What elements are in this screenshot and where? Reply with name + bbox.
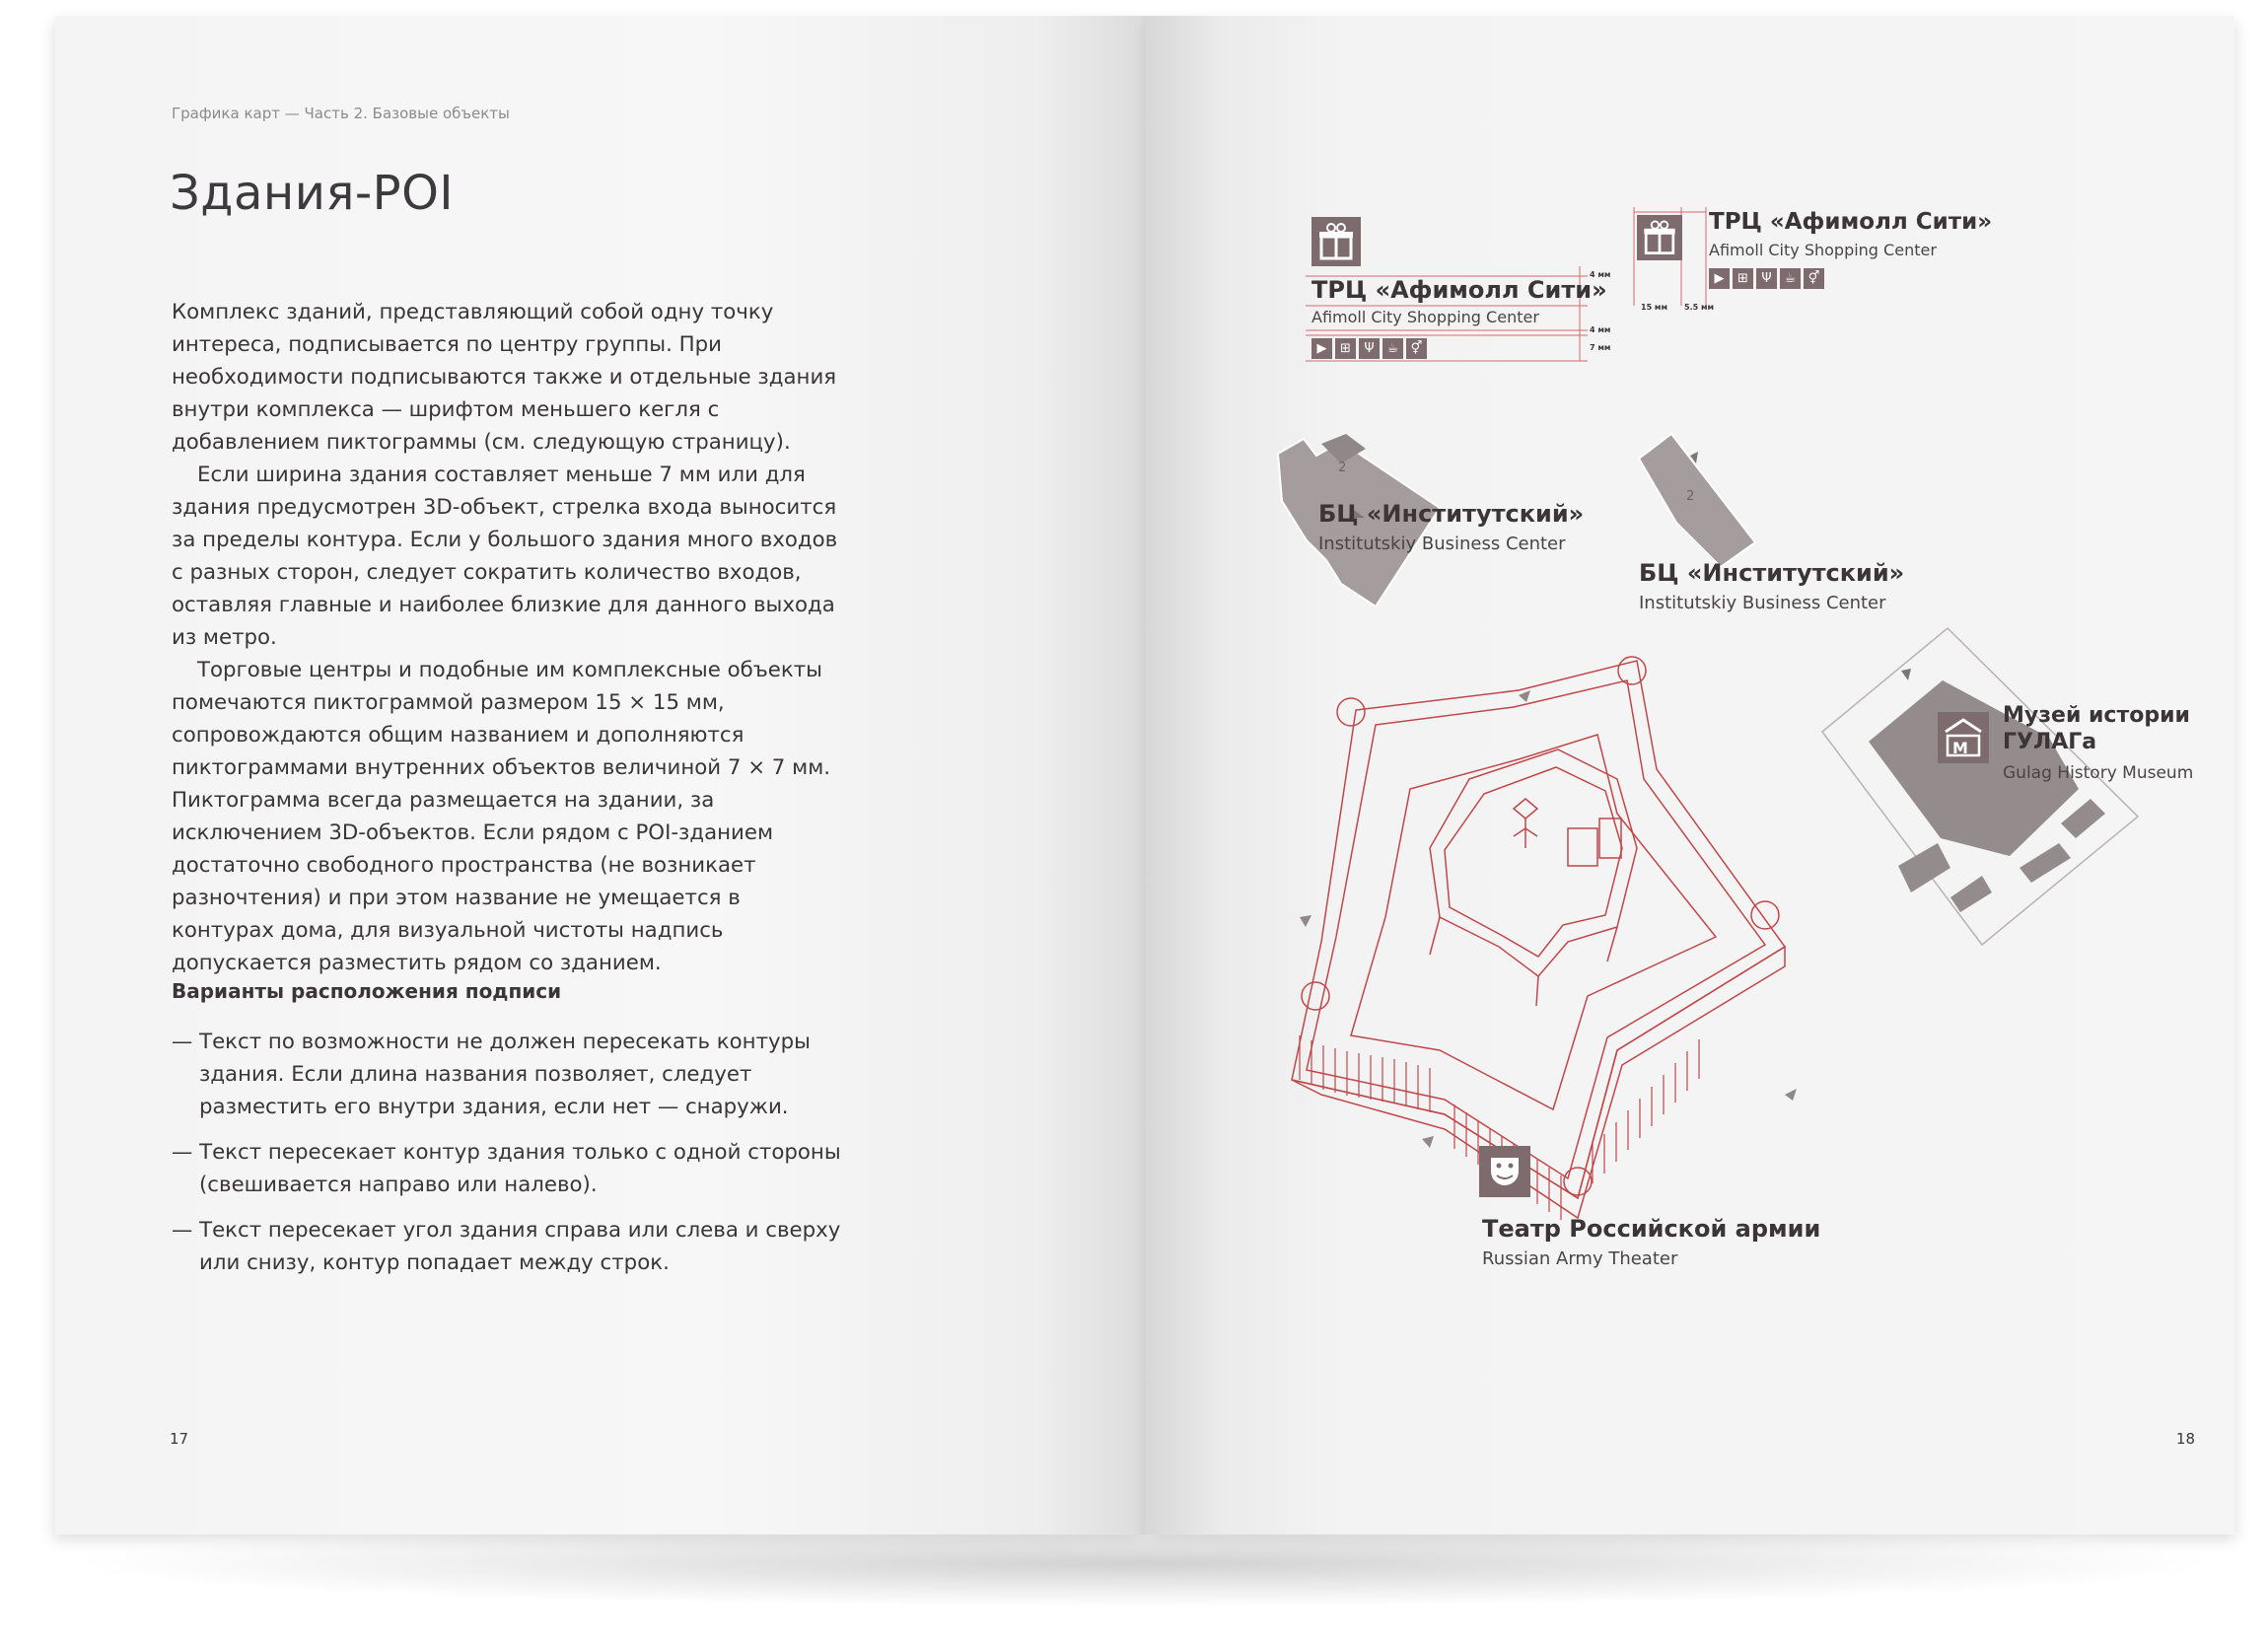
running-head: Графика карт — Часть 2. Базовые объекты — [172, 105, 510, 122]
paragraph-1: Комплекс зданий, представляющий собой одну точку интереса, подписывается по центру группы. При необходимости подписываются также и отдельные здания внутри комплекса — шрифтом меньшего кегля с добавлением пиктограммы (см. следующую страницу). — [172, 300, 837, 455]
theater-icon — [1479, 1146, 1530, 1197]
dim-mid: 4 мм — [1590, 325, 1611, 334]
restaurant-icon: Ψ — [1359, 338, 1380, 359]
variant-item: — Текст пересекает угол здания справа или слева и сверху или снизу, контур попадает между строк. — [172, 1218, 841, 1275]
page-number-right: 18 — [2175, 1430, 2195, 1448]
museum-name-ru-1: Музей истории — [2003, 703, 2190, 728]
page-title: Здания-POI — [170, 166, 455, 221]
cafe-icon: ☕ — [1780, 268, 1801, 289]
dim-top: 4 мм — [1590, 270, 1611, 279]
restaurant-icon: Ψ — [1756, 268, 1777, 289]
svg-text:M: M — [1952, 739, 1968, 757]
bc-right-name-ru: БЦ «Институтский» — [1639, 559, 1905, 587]
variant-item: — Текст пересекает контур здания только с одной стороны (свешивается направо или налево). — [172, 1140, 841, 1197]
bc-left-name-en: Institutskiy Business Center — [1318, 534, 1566, 554]
cart-icon: ⊞ — [1335, 338, 1356, 359]
entrance-arrow-icon — [1901, 669, 1911, 680]
mall-right-name-en: Afimoll City Shopping Center — [1709, 241, 1937, 259]
mall-right-name-ru: ТРЦ «Афимолл Сити» — [1709, 209, 1993, 235]
mall-left-name-en: Afimoll City Shopping Center — [1311, 308, 1539, 326]
entrance-arrow-icon — [1785, 1089, 1797, 1101]
entrance-arrow-icon — [1519, 690, 1530, 702]
mall-right-gift-icon — [1637, 215, 1682, 260]
museum-name-en: Gulag History Museum — [2003, 763, 2194, 783]
cinema-icon: ▶ — [1709, 268, 1730, 289]
dim-b: 5.5 мм — [1684, 303, 1715, 312]
cafe-icon: ☕ — [1382, 338, 1403, 359]
entrance-arrow-icon — [1300, 915, 1311, 927]
bc-left-name-ru: БЦ «Институтский» — [1318, 500, 1585, 528]
theater-name-ru: Театр Российской армии — [1482, 1215, 1821, 1243]
paragraph-2: Если ширина здания составляет меньше 7 мм или для здания предусмотрен 3D-объект, стрелка входа выносится за пределы контура. Если у большого здания много входов с разных сторон, следует сократить количество входов, оставляя главные и наиболее близкие для данного выхода из метро. — [172, 463, 838, 650]
mall-left-gift-icon — [1311, 217, 1361, 266]
mall-right-service-icons — [1709, 268, 1824, 289]
paragraph-3: Торговые центры и подобные им комплексные объекты помечаются пиктограммой размером 15 × 15 мм, сопровождаются общим названием и дополняются пиктограммами внутренних объектов величиной 7 × 7 мм. Пиктограмма всегда размещается на здании, за исключением 3D-объектов. Если рядом с POI-зданием достаточно свободного пространства (не возникает разночтения) и при этом название не умещается в контурах дома, для визуальной чистоты надпись допускается разместить рядом со зданием. — [172, 658, 831, 975]
dim-a: 15 мм — [1641, 303, 1667, 312]
mall-left-service-icons — [1311, 338, 1427, 359]
variant-item: — Текст по возможности не должен пересекать контуры здания. Если длина названия позволяет, следует разместить его внутри здания, если нет — снаружи. — [172, 1030, 811, 1119]
dim-bottom: 7 мм — [1590, 343, 1611, 352]
toilet-icon: ⚥ — [1804, 268, 1824, 289]
theater-building — [1292, 657, 1785, 1220]
page-number-left: 17 — [170, 1430, 189, 1448]
cart-icon: ⊞ — [1733, 268, 1753, 289]
subheading: Варианты расположения подписи — [172, 979, 562, 1003]
cinema-icon: ▶ — [1311, 338, 1332, 359]
bc-right-name-en: Institutskiy Business Center — [1639, 593, 1886, 613]
theater-name-en: Russian Army Theater — [1482, 1248, 1678, 1269]
museum-building — [1822, 628, 2138, 945]
bc-right-floors: 2 — [1686, 489, 1695, 504]
toilet-icon: ⚥ — [1406, 338, 1427, 359]
mall-left-name-ru: ТРЦ «Афимолл Сити» — [1311, 276, 1607, 304]
museum-name-ru-2: ГУЛАГа — [2003, 730, 2097, 754]
bc-left-floors: 2 — [1338, 461, 1347, 475]
entrance-arrow-icon — [1422, 1136, 1434, 1148]
